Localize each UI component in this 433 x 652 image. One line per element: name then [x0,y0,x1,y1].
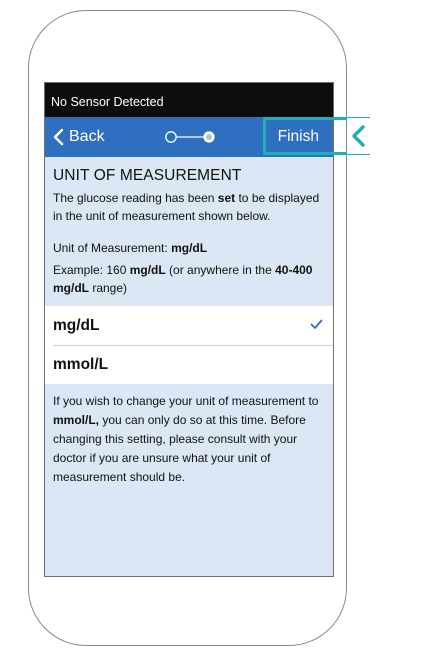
status-text: No Sensor Detected [51,94,164,109]
finish-label: Finish [277,128,319,145]
chevron-left-icon [53,128,64,146]
unit-line: Unit of Measurement: mg/dL [53,241,208,255]
description-text: The glucose reading has been set to be displayed in the unit of measurement shown below. [53,191,320,223]
option-mmol-l[interactable] [45,345,333,384]
option-mg-dl[interactable] [45,306,333,345]
back-label: Back [69,128,105,145]
option-label: mg/dL [53,316,100,334]
example-line: Example: 160 mg/dL (or anywhere in the 40-400 mg/dL range) [53,263,313,295]
status-bar [45,83,333,117]
content-area [45,157,333,297]
step-progress-indicator [163,130,217,144]
nav-bar [45,117,333,157]
section-title: UNIT OF MEASUREMENT [53,167,242,184]
finish-button[interactable] [278,117,319,157]
option-label: mmol/L [53,355,109,373]
unit-options-list [45,306,333,384]
back-button[interactable] [53,117,105,157]
footer-note: If you wish to change your unit of measurement to mmol/L, you can only do so at this time. Before changing this setting, please consult with your doctor if you are unsure what your unit of measurement should be. [53,394,319,484]
app-screen [44,82,334,577]
checkmark-icon [310,319,323,330]
chevron-left-icon [347,118,371,154]
